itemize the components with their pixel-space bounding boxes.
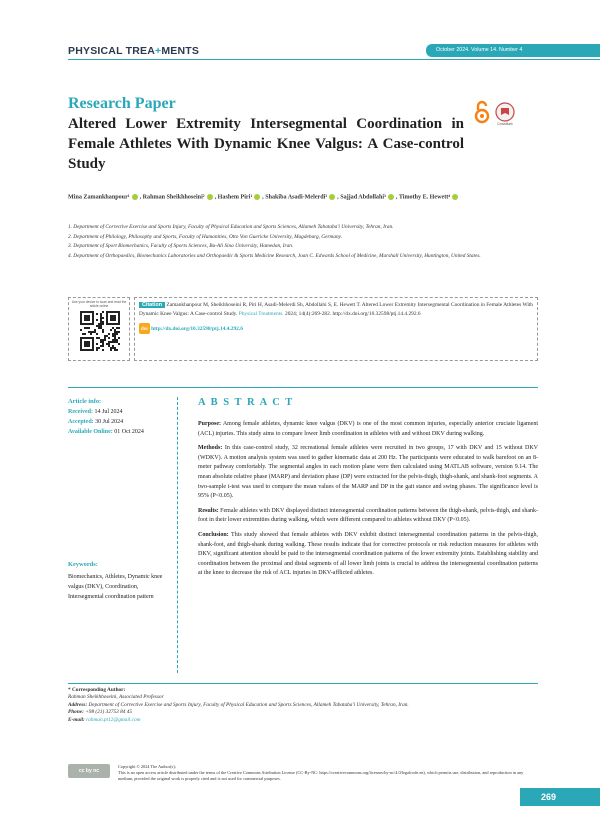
orcid-icon[interactable]	[132, 194, 138, 200]
qr-code-icon	[80, 311, 120, 351]
keywords	[68, 560, 168, 602]
article-info-heading: Article info:	[68, 398, 102, 405]
author[interactable]: Rahman Sheikhhoseini²	[142, 194, 205, 201]
abstract-heading: A B S T R A C T	[198, 397, 294, 408]
corr-divider	[68, 683, 538, 684]
open-access-icon	[472, 100, 522, 126]
corr-name: Rahman Sheikhhoseini, Associated Professor	[68, 694, 164, 701]
abstract-body	[198, 420, 538, 584]
journal-link[interactable]: Physical Treatments.	[238, 311, 284, 317]
received-row: Received: 14 Jul 2024	[68, 409, 123, 415]
doi-link[interactable]: http://dx.doi.org/10.32598/ptj.14.4.292.6	[151, 326, 243, 332]
abstract-purpose: Purpose: Among female athletes, dynamic knee valgus (DKV) is one of the most common injuries, especially anterior cruciate ligament (ACL) injuries. This study aims to compare lower limb coordination in athletes with and without DKV during walking.	[198, 421, 538, 437]
corr-heading: * Corresponding Author:	[68, 687, 126, 693]
author[interactable]: Sajjad Abdollahi³	[340, 194, 386, 201]
corr-email: E-mail: rahman.pt12@gmail.com	[68, 716, 141, 723]
affiliation: 3. Department of Sport Biomechanics, Faculty of Sports Sciences, Bu-Ali Sina University, Hamedan, Iran.	[68, 243, 294, 249]
author[interactable]: Mina Zamankhanpour¹	[68, 194, 130, 201]
article-type: Research Paper	[68, 95, 176, 112]
online-row: Available Online: 01 Oct 2024	[68, 429, 144, 435]
doi-row	[139, 323, 533, 334]
column-separator	[177, 397, 178, 673]
qr-label: Use your device to scan and read the article online	[71, 300, 127, 308]
corr-address: Address: Department of Corrective Exercise and Sports Injury, Faculty of Physical Education and Sports Sciences, Allameh Tabataba'i University, Tehran, Iran.	[68, 701, 409, 708]
qr-code-box[interactable]	[68, 297, 130, 361]
keywords-heading: Keywords:	[68, 561, 98, 568]
svg-text:CrossMark: CrossMark	[497, 122, 513, 126]
orcid-icon[interactable]	[329, 194, 335, 200]
author[interactable]: Shakiba Asadi-Melerdi³	[265, 194, 328, 201]
page-number: 269	[520, 788, 600, 806]
journal-name-part1: PHYSICAL TREA	[68, 45, 155, 57]
author-list: Mina Zamankhanpour¹ , Rahman Sheikhhoseini² , Hashem Piri¹ , Shakiba Asadi-Melerdi³ , Sajjad Abdollahi³ , Timothy E. Hewett⁴	[68, 194, 538, 200]
affiliations	[68, 223, 538, 261]
orcid-icon[interactable]	[452, 194, 458, 200]
license-text: This is an open access article distributed under the terms of the Creative Commons Attribution License (CC-By-NC: https://creativecommons.org/licenses/by-nc/4.0/legalcode.en), which permits use, distribution, and reproduction in any medium, provided the original work is properly cited and is not used for commercial purposes.	[118, 770, 524, 781]
abstract-results: Results: Female athletes with DKV displayed distinct intersegmental coordination patterns between the thigh-shank, pelvis-thigh, and shank-foot in their lower extremities during walking, which were different compared to athletes without DKV (P<0.05).	[198, 507, 538, 524]
orcid-icon[interactable]	[388, 194, 394, 200]
keywords-text: Biomechanics, Athletes, Dynamic knee valgus (DKV), Coordination, Intersegmental coordination pattern	[68, 574, 163, 600]
citation-tag: Citation	[139, 302, 165, 308]
corresponding-author	[68, 683, 538, 724]
section-divider	[68, 387, 538, 388]
open-access-icons	[472, 100, 522, 131]
cc-license-icon[interactable]: cc by nc	[68, 764, 110, 778]
orcid-icon[interactable]	[254, 194, 260, 200]
citation-box	[134, 297, 538, 361]
accepted-row: Accepted: 30 Jul 2024	[68, 419, 124, 425]
author[interactable]: Timothy E. Hewett⁴	[398, 194, 451, 201]
abstract-conclusion: Conclusion: This study showed that female athletes with DKV exhibit distinct intersegmental coordination patterns in the pelvis-thigh, shank-foot, and thigh-shank during walking. These results indicate that for corrective protocols or risk reduction measures for athletes with DKV, significant attention should be paid to the intersegmental coordination patterns of the lower extremity joints. Establishing stability and coordination between the proximal and distal segments of all lower limb joints is crucial to address the intersegmental coordination patterns at the knee to decrease the risk of ACL injuries in DKV-afflicted athletes.	[198, 531, 538, 577]
issue-banner: October 2024. Volume 14. Number 4	[426, 44, 600, 57]
author[interactable]: Hashem Piri¹	[217, 194, 253, 201]
corr-phone: Phone: +98 (21) 32753 84 45	[68, 709, 133, 716]
citation-text: Zamankhanpour M, Sheikhhoseini R, Piri H, Asadi-Melerdi Sh, Abdollahi S, E. Hewett T. Altered Lower Extremity Intersegmental Coordination in Female Athletes With Dynamic Knee Valgus: A Case-control Study.	[139, 302, 534, 317]
license-text-block	[118, 764, 538, 782]
journal-brand	[68, 45, 199, 57]
affiliation: 4. Department of Orthopaedics, Biomechanics Laboratories and Orthopaedic & Sports Medicine Research, Joan C. Edwards School of Medicine, Marshall University, Huntington, United States.	[68, 252, 481, 259]
abstract-methods: Methods: In this case-control study, 32 recreational female athletes were recruited in two groups, 17 with DKV and 15 without DKV (WDKV). A motion analysis system was used to gather kinematic data at 200 Hz. The participants were educated to walk barefoot on an 8-meter pathway comfortably. The segmental angles in each motion plane were then calculated using MATLAB software, version 9.14. The mean absolute relative phase (MARP) and deviation phase (DP) were extracted for the pelvis-thigh, thigh-shank, and shank-foot segments. A two-sample t-test was used to compare the mean values of the MARP and DP in the gait stance and swing phases. The significance level is 95% (P<0.05).	[198, 445, 538, 500]
article-title: Altered Lower Extremity Intersegmental Coordination in Female Athletes With Dynamic Knee Valgus: A Case-control Study	[68, 116, 464, 172]
email-link[interactable]: rahman.pt12@gmail.com	[86, 716, 141, 723]
citation-year-ref: 2024; 14(4):269-282. http://dx.doi.org/10.32598/ptj.14.4.292.6	[285, 311, 421, 317]
doi-icon: doi	[139, 323, 150, 334]
header-divider	[68, 59, 600, 60]
journal-name-plus: +	[155, 45, 162, 57]
copyright-line: Copyright © 2024 The Author(s);	[118, 764, 176, 769]
orcid-icon[interactable]	[207, 194, 213, 200]
journal-name-part2: MENTS	[161, 45, 200, 57]
affiliation: 2. Department of Philology, Philosophy and Sports, Faculty of Humanities, Otto Von Guericke University, Magdeburg, Germany.	[68, 233, 343, 240]
affiliation: 1. Department of Corrective Exercise and Sports Injury, Faculty of Physical Education and Sports Sciences, Allameh Tabataba'i University, Tehran, Iran.	[68, 224, 394, 230]
article-info	[68, 397, 168, 437]
